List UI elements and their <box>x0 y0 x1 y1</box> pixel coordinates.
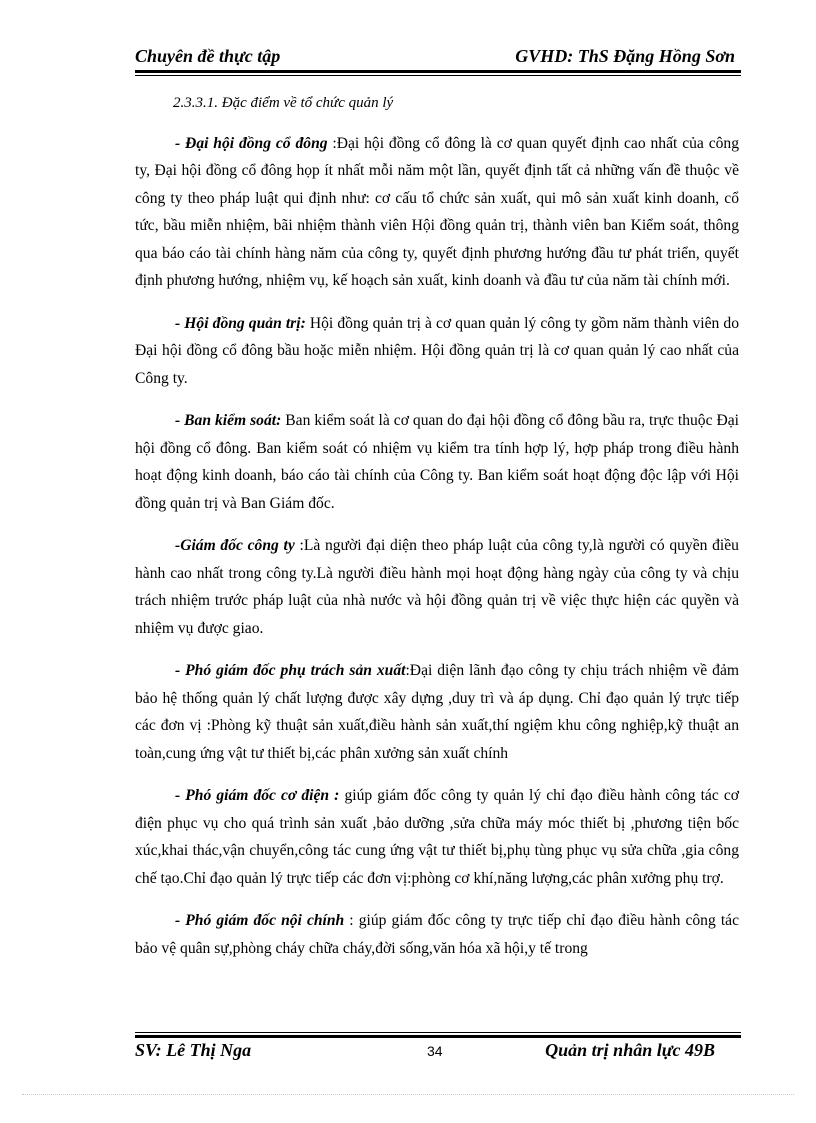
paragraph-pho-giam-doc-noi-chinh <box>135 907 739 962</box>
page-number: 34 <box>427 1043 443 1059</box>
paragraph-text: Hội đồng quản trị à cơ quan quản lý công ty gồm năm thành viên do Đại hội đồng cổ đông bầu hoặc miễn nhiệm. Hội đồng quản trị là cơ quan quản lý cao nhất của Công ty. <box>135 314 739 387</box>
footer-rule-thin <box>135 1032 741 1033</box>
paragraph-text: :Là người đại diện theo pháp luật của công ty,là người có quyền điều hành cao nhất trong công ty.Là người điều hành mọi hoạt động hàng ngày của công ty và chịu trách nhiệm trước pháp luật của nhà nước và hội đồng quản trị về việc thực hiện các quyền và nhiệm vụ được giao. <box>135 537 739 637</box>
paragraph-lead: - Phó giám đốc phụ trách sản xuất <box>175 662 406 679</box>
footer-student-name: SV: Lê Thị Nga <box>135 1040 252 1060</box>
paragraph-lead: - Ban kiểm soát: <box>175 412 282 429</box>
page-header <box>135 46 741 72</box>
paragraph-text: :Đại hội đồng cổ đông là cơ quan quyết định cao nhất của công ty, Đại hội đồng cổ đông họp ít nhất mỗi năm một lần, quyết định tất cả những vấn đề thuộc về công ty theo pháp luật qui định như: cơ cấu tổ chức sản xuất, qui mô sản xuất kinh doanh, cổ tức, bầu miễn nhiệm, bãi nhiệm thành viên Hội đồng quản trị, thành viên ban Kiểm soát, thông qua báo cáo tài chính hàng năm của công ty, quyết định phương hướng đầu tư phát triển, quyết định phương hướng, nhiệm vụ, kế hoạch sản xuất, kinh doanh và đầu tư của năm tài chính mới. <box>135 134 740 289</box>
paragraph-text: Ban kiểm soát là cơ quan do đại hội đồng cổ đông bầu ra, trực thuộc Đại hội đồng cổ đông. Ban kiểm soát có nhiệm vụ kiểm tra tính hợp lý, hợp pháp trong điều hành hoạt động kinh doanh, báo cáo tài chính của Công ty. Ban kiểm soát hoạt động độc lập với Hội đồng quản trị và Ban Giám đốc. <box>135 412 739 512</box>
paragraph-lead: - Phó giám đốc nội chính <box>175 912 345 929</box>
page-body <box>135 90 739 977</box>
header-supervisor: GVHD: ThS Đặng Hồng Sơn <box>515 46 735 66</box>
page-edge-divider <box>22 1094 794 1095</box>
paragraph-text: :Đại diện lãnh đạo công ty chịu trách nhiệm về đảm bảo hệ thống quản lý chất lượng được xây dựng ,duy trì và áp dụng. Chỉ đạo quản lý trực tiếp các đơn vị :Phòng kỹ thuật sản xuất,điều hành sản xuất,thí ngiệm khu công nghiệp,kỹ thuật an toàn,cung ứng vật tư thiết bị,các phân xưởng sản xuất chính <box>135 662 739 762</box>
paragraph-lead: - Đại hội đồng cổ đông <box>175 134 328 152</box>
paragraph-lead: - Hội đồng quản trị: <box>175 314 306 332</box>
paragraph-pho-giam-doc-co-dien <box>135 782 739 892</box>
paragraph-text: : giúp giám đốc công ty trực tiếp chỉ đạo điều hành công tác bảo vệ quân sự,phòng cháy chữa cháy,đời sống,văn hóa xã hội,y tế trong <box>135 912 740 957</box>
paragraph-lead: -Giám đốc công ty <box>175 537 295 554</box>
header-rule-thick <box>135 70 741 73</box>
page-footer <box>135 1040 741 1066</box>
section-title: 2.3.3.1. Đặc điểm về tổ chức quản lý <box>173 95 394 111</box>
header-course-title: Chuyên đề thực tập <box>135 46 281 66</box>
paragraph-lead: - Phó giám đốc cơ điện : <box>175 787 340 804</box>
paragraph-ban-kiem-soat <box>135 407 739 517</box>
footer-rule-thick <box>135 1035 741 1038</box>
paragraph-hoi-dong-quan-tri <box>135 310 739 393</box>
paragraph-text: giúp giám đốc công ty quản lý chỉ đạo điều hành công tác cơ điện phục vụ cho quá trình sản xuất ,bảo dưỡng ,sửa chữa máy móc thiết bị ,phương tiện bốc xúc,khai thác,vận chuyển,công tác cung ứng vật tư thiết bị,phụ tùng phục vụ sửa chữa ,gia công chế tạo.Chỉ đạo quản lý trực tiếp các đơn vị:phòng cơ khí,năng lượng,các phân xưởng phụ trợ. <box>135 787 739 887</box>
footer-class: Quản trị nhân lực 49B <box>545 1040 715 1060</box>
paragraph-giam-doc-cong-ty <box>135 532 739 642</box>
paragraph-dai-hoi-dong-co-dong <box>135 130 739 295</box>
header-rule-thin <box>135 75 741 76</box>
paragraph-pho-giam-doc-san-xuat <box>135 657 739 767</box>
